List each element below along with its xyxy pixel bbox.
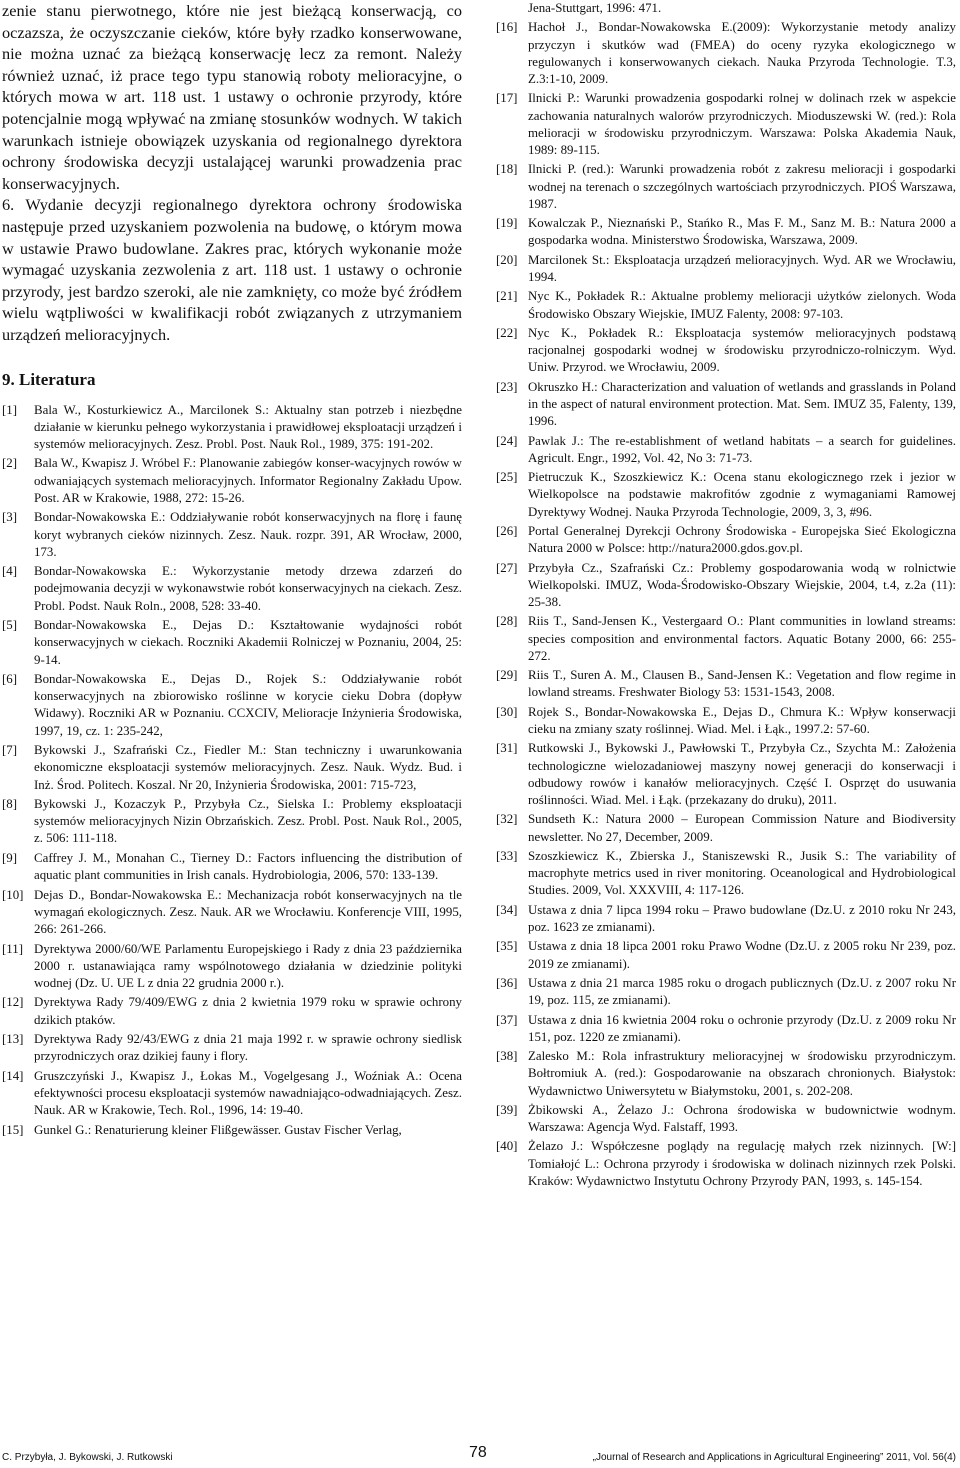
reference-text: Jena-Stuttgart, 1996: 471. [528,1,662,15]
reference-text: Bondar-Nowakowska E.: Wykorzystanie metody drzewa zdarzeń do podejmowania decyzji w wykonawstwie robót konserwacyjnych na ciekach. Zesz. Probl. Podst. Nauk Roln., 2008, 528: 33-40. [34,564,462,613]
reference-text: Żelazo J.: Współczesne poglądy na regulację małych rzek nizinnych. [W:] Tomiałojć L.: Ochrona przyrody i środowiska w dolinach nizinnych rzek Polski. Kraków: Wydawnictwo Instytutu Ochrony Przyrody PAN, 1993, s. 145-154. [528,1139,956,1188]
reference-text: Nyc K., Pokładek R.: Eksploatacja systemów melioracyjnych podstawą racjonalnej gospodarki wodnej w środowisku przyrodniczo-rolniczym. Wyd. Uniw. Przyrod. we Wrocławiu, 2009. [528,325,956,375]
right-column [496,0,956,1192]
reference-number: [31] [496,741,518,756]
reference-item [496,667,956,701]
reference-text: Bykowski J., Szafrański Cz., Fiedler M.: Stan techniczny i uwarunkowania ekonomiczne eksploatacji systemów melioracyjnych. Zesz. Nauk. Wydz. Bud. i Inż. Środ. Politech. Koszal. Nr 20, Inżynieria Środowiska, 2001: 715-723, [34,743,462,792]
reference-item [496,288,956,322]
reference-text: Ustawa z dnia 16 kwietnia 2004 roku o ochronie przyrody (Dz.U. z 2009 roku Nr 151, poz. 1220 ze zmianami). [528,1012,956,1044]
reference-number: [9] [2,850,18,865]
reference-item [2,671,462,740]
reference-text: Okruszko H.: Characterization and valuation of wetlands and grasslands in Poland in the aspect of natural environment protection. Mat. Sem. IMUZ 35, Falenty, 139, 1996. [528,379,956,429]
reference-text: Ilnicki P.: Warunki prowadzenia gospodarki rolnej w dolinach rzek w aspekcie zachowania naturalnych walorów przyrodniczych. Mioduszewski W. (red.): Rola melioracji w środowisku przyrodniczym. Warszawa: Polska Akademia Nauk, 1989: 89-115. [528,91,956,157]
reference-item [496,379,956,431]
reference-number: [20] [496,252,518,267]
reference-text: Kowalczak P., Nieznański P., Stańko R., Mas F. M., Sanz M. B.: Natura 2000 a gospodarka wodna. Ministerstwo Środowiska, Warszawa, 2009. [528,216,956,248]
reference-text: Hachoł J., Bondar-Nowakowska E.(2009): Wykorzystanie metody analizy przyczyn i skutków wad (FMEA) do oceny ryzyka ekologicznego w regulowanych i konserwowanych ciekach. Nauka Przyroda Technologie. T.3, Z.3:1-10, 2009. [528,20,956,86]
reference-item [496,469,956,521]
reference-text: Pietruczuk K., Szoszkiewicz K.: Ocena stanu ekologicznego rzek i jezior w Wielkopolsce na podstawie makrofitów zgodnie z wymaganiami Ramowej Dyrektywy Wodnej. Nauka Przyroda Technologie, 2009, 3, 3, #96. [528,470,956,519]
reference-text: Zalesko M.: Rola infrastruktury melioracyjnej w środowisku przyrodniczym. Bołtromiuk A. (red.): Gospodarowanie na obszarach chronionych. Białystok: Wydawnictwo Uniwersytetu w Białymstoku, 2001, s. 202-208. [528,1049,956,1098]
reference-item [2,402,462,454]
reference-number: [23] [496,379,518,394]
reference-number: [11] [2,941,23,956]
reference-text: Ilnicki P. (red.): Warunki prowadzenia robót z zakresu melioracji i gospodarki wodnej na terenach o szczególnych wartościach przyrodniczych. PIOŚ Warszawa, 1987. [528,162,956,211]
reference-text: Caffrey J. M., Monahan C., Tierney D.: Factors influencing the distribution of aquatic plant communities in Irish canals. Hydrobiologia, 2006, 570: 133-139. [34,850,462,883]
section-heading-literatura: 9. Literatura [2,369,96,389]
reference-number: [10] [2,887,24,902]
reference-number: [16] [496,20,518,35]
reference-item [2,994,462,1028]
reference-text: Bykowski J., Kozaczyk P., Przybyła Cz., Sielska I.: Problemy eksploatacji systemów melioracyjnych Nizin Obrzańskich. Zesz. Probl. Post. Nauk Rol., 2005, z. 506: 111-118. [34,797,462,846]
reference-number: [28] [496,614,518,629]
reference-item [496,1048,956,1100]
reference-item [2,742,462,794]
reference-item [496,740,956,809]
reference-number: [33] [496,848,518,863]
reference-text: Riis T., Sand-Jensen K., Vestergaard O.: Plant communities in lowland streams: species composition and environmental factors. Aquatic Botany 2000, 66: 255-272. [528,614,956,663]
reference-number: [6] [2,672,18,687]
reference-text: Sundseth K.: Natura 2000 – European Commission Nature and Biodiversity newsletter. No 27, December, 2009. [528,812,956,844]
reference-item [496,975,956,1009]
reference-item [2,1068,462,1120]
reference-text: Ustawa z dnia 21 marca 1985 roku o drogach publicznych (Dz.U. z 2007 roku Nr 19, poz. 115, ze zmianami). [528,975,956,1008]
reference-item [2,796,462,848]
page-footer [0,1440,960,1468]
reference-item [496,1102,956,1136]
left-column [2,0,462,1141]
reference-text: Pawlak J.: The re-establishment of wetland habitats – a search for guidelines. Agricult. Engr., 1992, Vol. 42, No 3: 71-73. [528,433,956,465]
body-paragraph-2: 6. Wydanie decyzji regionalnego dyrektora ochrony środowiska następuje przed uzyskaniem pozwolenia na budowę, o którym mowa w ustawie Prawo budowlane. Zakres prac, których wykonanie może wymagać uzyskania zezwolenia z art. 118 ust. 1 ustawy o ochronie przyrody, jest bardzo szeroki, ale nie zamknięty, co może być źródłem wielu wątpliwości w kwalifikacji robót związanych z utrzymaniem urządzeń melioracyjnych. [2,195,462,344]
reference-text: Dyrektywa 2000/60/WE Parlamentu Europejskiego i Rady z dnia 23 października 2000 r. ustanawiająca ramy wspólnotowego działania w dziedzinie polityki wodnej (Dz. U. UE L z dnia 22 grudnia 2000 r.). [34,941,462,990]
reference-number: [26] [496,523,518,538]
reference-item [496,560,956,612]
reference-item [496,1012,956,1046]
reference-number: [15] [2,1122,24,1137]
reference-number: [19] [496,216,518,231]
reference-number: [14] [2,1068,24,1083]
reference-text: Gruszczyński J., Kwapisz J., Łokas M., Vogelgesang J., Woźniak A.: Ocena efektywności procesu eksploatacji systemów nawadniająco-odwadniających. Zesz. Nauk. AR w Krakowie, Tech. Rol., 1996, 14: 19-40. [34,1068,462,1118]
reference-item [2,887,462,939]
reference-item [496,902,956,936]
reference-item [496,215,956,249]
reference-number: [3] [2,510,18,525]
reference-number: [4] [2,564,18,579]
reference-text: Rutkowski J., Bykowski J., Pawłowski T., Przybyła Cz., Szychta M.: Założenia technologiczne wielozadaniowej maszyny nowej generacji do konserwacji i odbudowy rowów i kanałów melioracyjnych. Część I. Osprzęt do usuwania roślinności. Wiad. Mel. i Łąk. (przekazany do druku), 2011. [528,741,956,807]
reference-text: Ustawa z dnia 7 lipca 1994 roku – Prawo budowlane (Dz.U. z 2010 roku Nr 243, poz. 1623 ze zmianami). [528,902,956,934]
reference-item [496,938,956,972]
body-paragraph-1: zenie stanu pierwotnego, które nie jest bieżącą konserwacją, co oczazsza, że oczyszczanie cieków, które były rzadko konserwowane, nie można uznać za bieżącą konserwację lecz za remont. Należy również uznać, iż prace tego typu stanowią roboty melioracyjne, o których mowa w art. 118 ust. 1 ustawy o ochronie przyrody, które potencjalnie mogą wpływać na zmianę stosunków wodnych. W takich warunkach istnieje obowiązek uzyskania od regionalnego dyrektora ochrony środowiska decyzji ustalającej warunki prowadzenia prac konserwacyjnych. [2,1,462,193]
reference-text: Portal Generalnej Dyrekcji Ochrony Środowiska - Europejska Sieć Ekologiczna Natura 2000 w Polsce: http://natura2000.gdos.gov.pl. [528,523,956,556]
reference-number: [18] [496,162,518,177]
reference-item [2,455,462,507]
reference-number: [2] [2,456,18,471]
reference-item [496,90,956,159]
reference-item [496,19,956,88]
footer-authors: C. Przybyła, J. Bykowski, J. Rutkowski [2,1452,173,1463]
page-number: 78 [469,1444,487,1461]
reference-number: [17] [496,91,518,106]
footer-journal: „Journal of Research and Applications in Agricultural Engineering” 2011, Vol. 56(4) [592,1452,956,1463]
reference-number: [35] [496,939,518,954]
reference-number: [27] [496,560,518,575]
reference-number: [25] [496,470,518,485]
reference-text: Riis T., Suren A. M., Clausen B., Sand-Jensen K.: Vegetation and flow regime in lowland streams. Freshwater Biology 53: 1531-1543, 2008. [528,668,956,700]
reference-text: Gunkel G.: Renaturierung kleiner Flißgewässer. Gustav Fischer Verlag, [34,1122,402,1137]
reference-number: [36] [496,975,518,990]
reference-item [2,509,462,561]
reference-text: Żbikowski A., Żelazo J.: Ochrona środowiska w budownictwie wodnym. Warszawa: Agencja Wyd. Falstaff, 1993. [528,1102,956,1135]
reference-item [496,161,956,213]
reference-text: Przybyła Cz., Szafrański Cz.: Problemy gospodarowania wodą w rolnictwie Wielkopolski. IMUZ, Woda-Środowisko-Obszary Wiejskie, 2004, t.4, z.2a (11): 25-38. [528,560,956,609]
reference-text: Dyrektywa Rady 92/43/EWG z dnia 21 maja 1992 r. w sprawie ochrony siedlisk przyrodniczych oraz dzikiej fauny i flory. [34,1032,462,1064]
reference-item [496,1138,956,1190]
reference-item [2,850,462,884]
reference-text: Ustawa z dnia 18 lipca 2001 roku Prawo Wodne (Dz.U. z 2005 roku Nr 239, poz. 2019 ze zmianami). [528,939,956,971]
reference-text: Bala W., Kosturkiewicz A., Marcilonek S.: Aktualny stan potrzeb i niezbędne działanie w kierunku pełnego wykorzystania i prawidłowej eksploatacji urządzeń i systemów melioracyjnych. Zesz. Probl. Post. Nauk Rol., 1989, 375: 191-202. [34,402,462,451]
reference-list-right [496,0,956,1190]
reference-number: [5] [2,618,18,633]
reference-number: [30] [496,704,518,719]
reference-number: [39] [496,1102,518,1117]
reference-item [496,613,956,665]
reference-text: Marcilonek St.: Eksploatacja urządzeń melioracyjnych. Wyd. AR we Wrocławiu, 1994. [528,252,956,284]
reference-number: [40] [496,1139,518,1154]
reference-item [496,704,956,738]
reference-item [2,1122,462,1139]
reference-item [2,563,462,615]
reference-text: Bondar-Nowakowska E., Dejas D.: Kształtowanie wydajności robót konserwacyjnych w ciekach. Roczniki Akademii Rolniczej w Poznaniu, 2004, 25: 9-14. [34,618,462,667]
reference-number: [38] [496,1049,518,1064]
reference-number: [13] [2,1032,24,1047]
reference-item [2,1031,462,1065]
reference-number: [21] [496,289,518,304]
reference-text: Bondar-Nowakowska E., Dejas D., Rojek S.: Oddziaływanie robót konserwacyjnych na zbiorowisko roślinne w korycie cieku Dobra (dopływ Widawy). Roczniki AR w Poznaniu. CCXCIV, Melioracje Inżynieria Środowiska, 1997, 19, cz. 1: 235-242, [34,672,462,738]
reference-number: [37] [496,1012,518,1027]
reference-number: [22] [496,325,518,340]
reference-item [2,941,462,993]
reference-item [496,252,956,286]
reference-number: [24] [496,433,518,448]
reference-text: Dejas D., Bondar-Nowakowska E.: Mechanizacja robót konserwacyjnych na tle wymagań ekologicznych. Zesz. Nauk. AR we Wrocławiu. Konferencje VIII, 1995, 266: 261-266. [34,887,462,937]
reference-number: [12] [2,995,24,1010]
reference-item [496,433,956,467]
reference-list-left [2,402,462,1139]
reference-text: Nyc K., Pokładek R.: Aktualne problemy melioracji użytków zielonych. Woda Środowisko Obszary Wiejskie, IMUZ Falenty, 2008: 97-103. [528,289,956,321]
reference-text: Bala W., Kwapisz J. Wróbel F.: Planowanie zabiegów konser-wacyjnych rowów w odwaniających systemach melioracyjnych. Informator Regionalny Zakładu Upow. Post. AR w Krakowie, 1988, 272: 15-26. [34,456,462,505]
reference-item [496,325,956,377]
reference-item [2,617,462,669]
reference-item [496,811,956,845]
reference-number: [8] [2,797,18,812]
reference-number: [32] [496,812,518,827]
reference-text: Bondar-Nowakowska E.: Oddziaływanie robót konserwacyjnych na florę i faunę koryt wybranych cieków nizinnych. Zesz. Nauk. rozpr. 391, AR Wrocław, 2000, 173. [34,510,462,559]
reference-item [496,0,956,17]
reference-text: Dyrektywa Rady 79/409/EWG z dnia 2 kwietnia 1979 roku w sprawie ochrony dzikich ptaków. [34,995,462,1027]
reference-item [496,523,956,557]
reference-number: [29] [496,668,518,683]
reference-number: [1] [2,402,18,417]
reference-text: Rojek S., Bondar-Nowakowska E., Dejas D., Chmura K.: Wpływ konserwacji cieku na zmiany szaty roślinnej. Wiad. Mel. i Łąk., 1997.2: 57-60. [528,704,956,736]
reference-item [496,848,956,900]
reference-number: [34] [496,902,518,917]
reference-number: [7] [2,743,18,758]
reference-text: Szoszkiewicz K., Zbierska J., Staniszewski R., Jusik S.: The variability of macrophyte metrics used in river monitoring. Oceanological and Hydrobiological Studies. 2009, Vol. XXXVIII, 4: 117-126. [528,848,956,898]
